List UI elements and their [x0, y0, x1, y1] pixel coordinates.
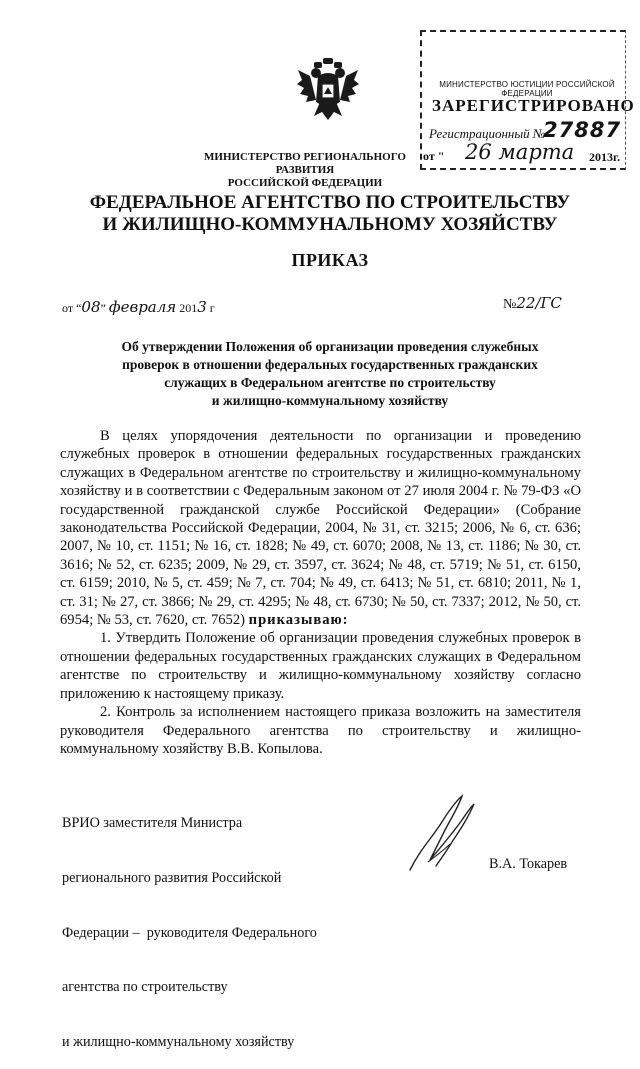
order-subject — [82, 338, 578, 410]
date-prefix: от “ — [62, 301, 82, 315]
date-mid: ” — [100, 301, 106, 315]
signatory-line-4: агентства по строительству — [62, 979, 228, 996]
number-value: 22/ГС — [516, 294, 562, 312]
item-2-paragraph: 2. Контроль за исполнением настоящего приказа возложить на заместителя руководителя Федерального агентства по строительству и жилищно-коммунальному хозяйству В.В. Копылова. — [60, 704, 581, 757]
order-date — [62, 298, 215, 316]
signatory-line-3: Федерации – руководителя Федерального — [62, 924, 317, 941]
stamp-registration-number: 27887 — [543, 118, 622, 142]
date-suffix: г — [209, 301, 215, 315]
subject-line-3: служащих в Федеральном агентстве по строительству — [164, 375, 496, 390]
preamble-paragraph — [60, 427, 581, 629]
date-year-digit: 3 — [197, 298, 207, 316]
order-body — [60, 427, 581, 758]
ministry-line-1: МИНИСТЕРСТВО РЕГИОНАЛЬНОГО РАЗВИТИЯ — [204, 151, 406, 176]
stamp-header: МИНИСТЕРСТВО ЮСТИЦИИ РОССИЙСКОЙ ФЕДЕРАЦИИ — [439, 80, 615, 98]
coat-of-arms-emblem — [296, 56, 360, 124]
stamp-title: ЗАРЕГИСТРИРОВАНО — [432, 96, 635, 115]
handwritten-signature — [400, 790, 490, 880]
signature-block — [62, 778, 317, 1069]
order-word: приказываю: — [248, 612, 349, 629]
number-prefix: № — [503, 297, 517, 312]
subject-line-1: Об утверждении Положения об организации проведения служебных — [121, 339, 539, 354]
order-title: ПРИКАЗ — [291, 250, 369, 270]
item-1-paragraph: 1. Утвердить Положение об организации проведения служебных проверок в отношении федеральных государственных гражданских служащих в Федеральном агентстве по строительству и жилищно-коммунальному хозяйству согласно приложению к настоящему приказу. — [60, 630, 581, 702]
signatory-line-2: регионального развития Российской — [62, 870, 282, 887]
stamp-date-year: 2013г. — [589, 150, 621, 164]
agency-line-1: ФЕДЕРАЛЬНОЕ АГЕНТСТВО ПО СТРОИТЕЛЬСТВУ — [89, 192, 571, 213]
signer-name: В.А. Токарев — [489, 856, 568, 872]
stamp-date-handwritten: 26 марта — [465, 140, 575, 164]
stamp-registration-label: Регистрационный № — [429, 126, 546, 141]
signatory-line-1: ВРИО заместителя Министра — [62, 815, 243, 832]
date-year-prefix: 201 — [179, 301, 198, 315]
agency-heading — [60, 192, 600, 236]
subject-line-4: и жилищно-коммунальному хозяйству — [211, 393, 449, 408]
ministry-heading — [190, 151, 420, 190]
ministry-line-2: РОССИЙСКОЙ ФЕДЕРАЦИИ — [227, 177, 383, 189]
date-month: февраля — [108, 298, 177, 316]
order-number — [503, 294, 562, 313]
agency-line-2: И ЖИЛИЩНО-КОММУНАЛЬНОМУ ХОЗЯЙСТВУ — [102, 214, 558, 235]
subject-line-2: проверок в отношении федеральных государственных гражданских — [122, 357, 538, 372]
signatory-line-5: и жилищно-коммунальному хозяйству — [62, 1033, 295, 1050]
date-day: 08 — [81, 298, 101, 316]
stamp-date-prefix: от " — [423, 149, 445, 163]
preamble-text: В целях упорядочения деятельности по организации и проведению служебных проверок в отношении федеральных государственных гражданских служащих в Федеральном агентстве по строительству и жилищно-коммунальному хозяйству и в соответствии с Федеральным законом от 27 июля 2004 г. № 79-ФЗ «О государственной гражданской службе Российской Федерации» (Собрание законодательства Российской Федерации, 2004, № 31, ст. 3215; 2006, № 6, ст. 636; 2007, № 10, ст. 1151; № 16, ст. 1828; № 49, ст. 6070; 2008, № 13, ст. 1186; № 30, ст. 3616; № 52, ст. 6235; 2009, № 29, ст. 3597, ст. 3624; № 48, ст. 5719; № 51, ст. 6150, ст. 6159; 2010, № 5, ст. 459; № 7, ст. 704; № 49, ст. 6413; № 51, ст. 6810; 2011, № 1, ст. 31; № 27, ст. 3866; № 29, ст. 4295; № 48, ст. 6730; № 50, ст. 7337; 2012, № 50, ст. 6954; № 53, ст. 7620, ст. 7652) — [60, 428, 581, 629]
